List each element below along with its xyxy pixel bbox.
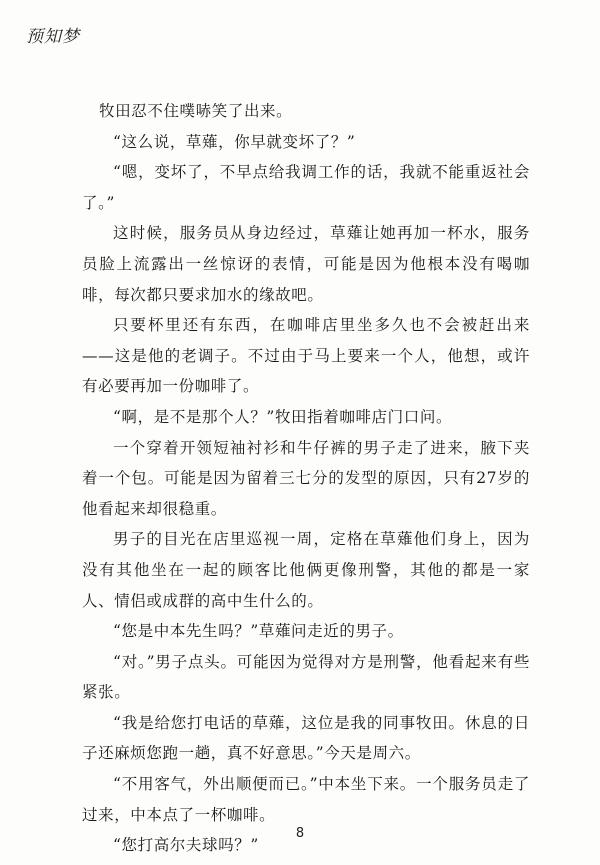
paragraph: 这时候，服务员从身边经过，草薙让她再加一杯水，服务员脸上流露出一丝惊讶的表情，可能是因为他根本没有喝咖啡，每次都只要求加水的缘故吧。: [82, 224, 530, 304]
paragraph: 男子的目光在店里巡视一周，定格在草薙他们身上，因为没有其他坐在一起的顾客比他俩更像刑警，其他的都是一家人、情侣或成群的高中生什么的。: [82, 530, 530, 610]
paragraph: “我是给您打电话的草薙，这位是我的同事牧田。休息的日子还麻烦您跑一趟，真不好意思。”今天是周六。: [82, 713, 530, 763]
paragraph: “啊，是不是那个人？”牧田指着咖啡店门口问。: [113, 407, 453, 426]
paragraph: 一个穿着开领短袖衬衫和牛仔裤的男子走了进来，腋下夹着一个包。可能是因为留着三七分的发型的原因，只有27岁的他看起来却很稳重。: [82, 438, 530, 518]
body-text: [82, 96, 530, 861]
paragraph: “对。”男子点头。可能因为觉得对方是刑警，他看起来有些紧张。: [82, 652, 530, 702]
paragraph: 牧田忍不住噗哧笑了出来。: [99, 102, 293, 120]
paragraph: “嗯，变坏了，不早点给我调工作的话，我就不能重返社会了。”: [82, 163, 530, 212]
paragraph: “您是中本先生吗？”草薙问走近的男子。: [113, 622, 404, 641]
paragraph: 只要杯里还有东西，在咖啡店里坐多久也不会被赶出来——这是他的老调子。不过由于马上要来一个人，他想，或许有必要再加一份咖啡了。: [82, 316, 530, 396]
page-number: 8: [295, 826, 305, 841]
running-header: 预知梦: [26, 27, 80, 47]
paragraph: “不用客气，外出顺便而已。”中本坐下来。一个服务员走了过来，中本点了一杯咖啡。: [82, 775, 530, 824]
paragraph: “您打高尔夫球吗？”: [113, 836, 259, 855]
paragraph: “这么说，草薙，你早就变坏了？”: [113, 132, 356, 151]
